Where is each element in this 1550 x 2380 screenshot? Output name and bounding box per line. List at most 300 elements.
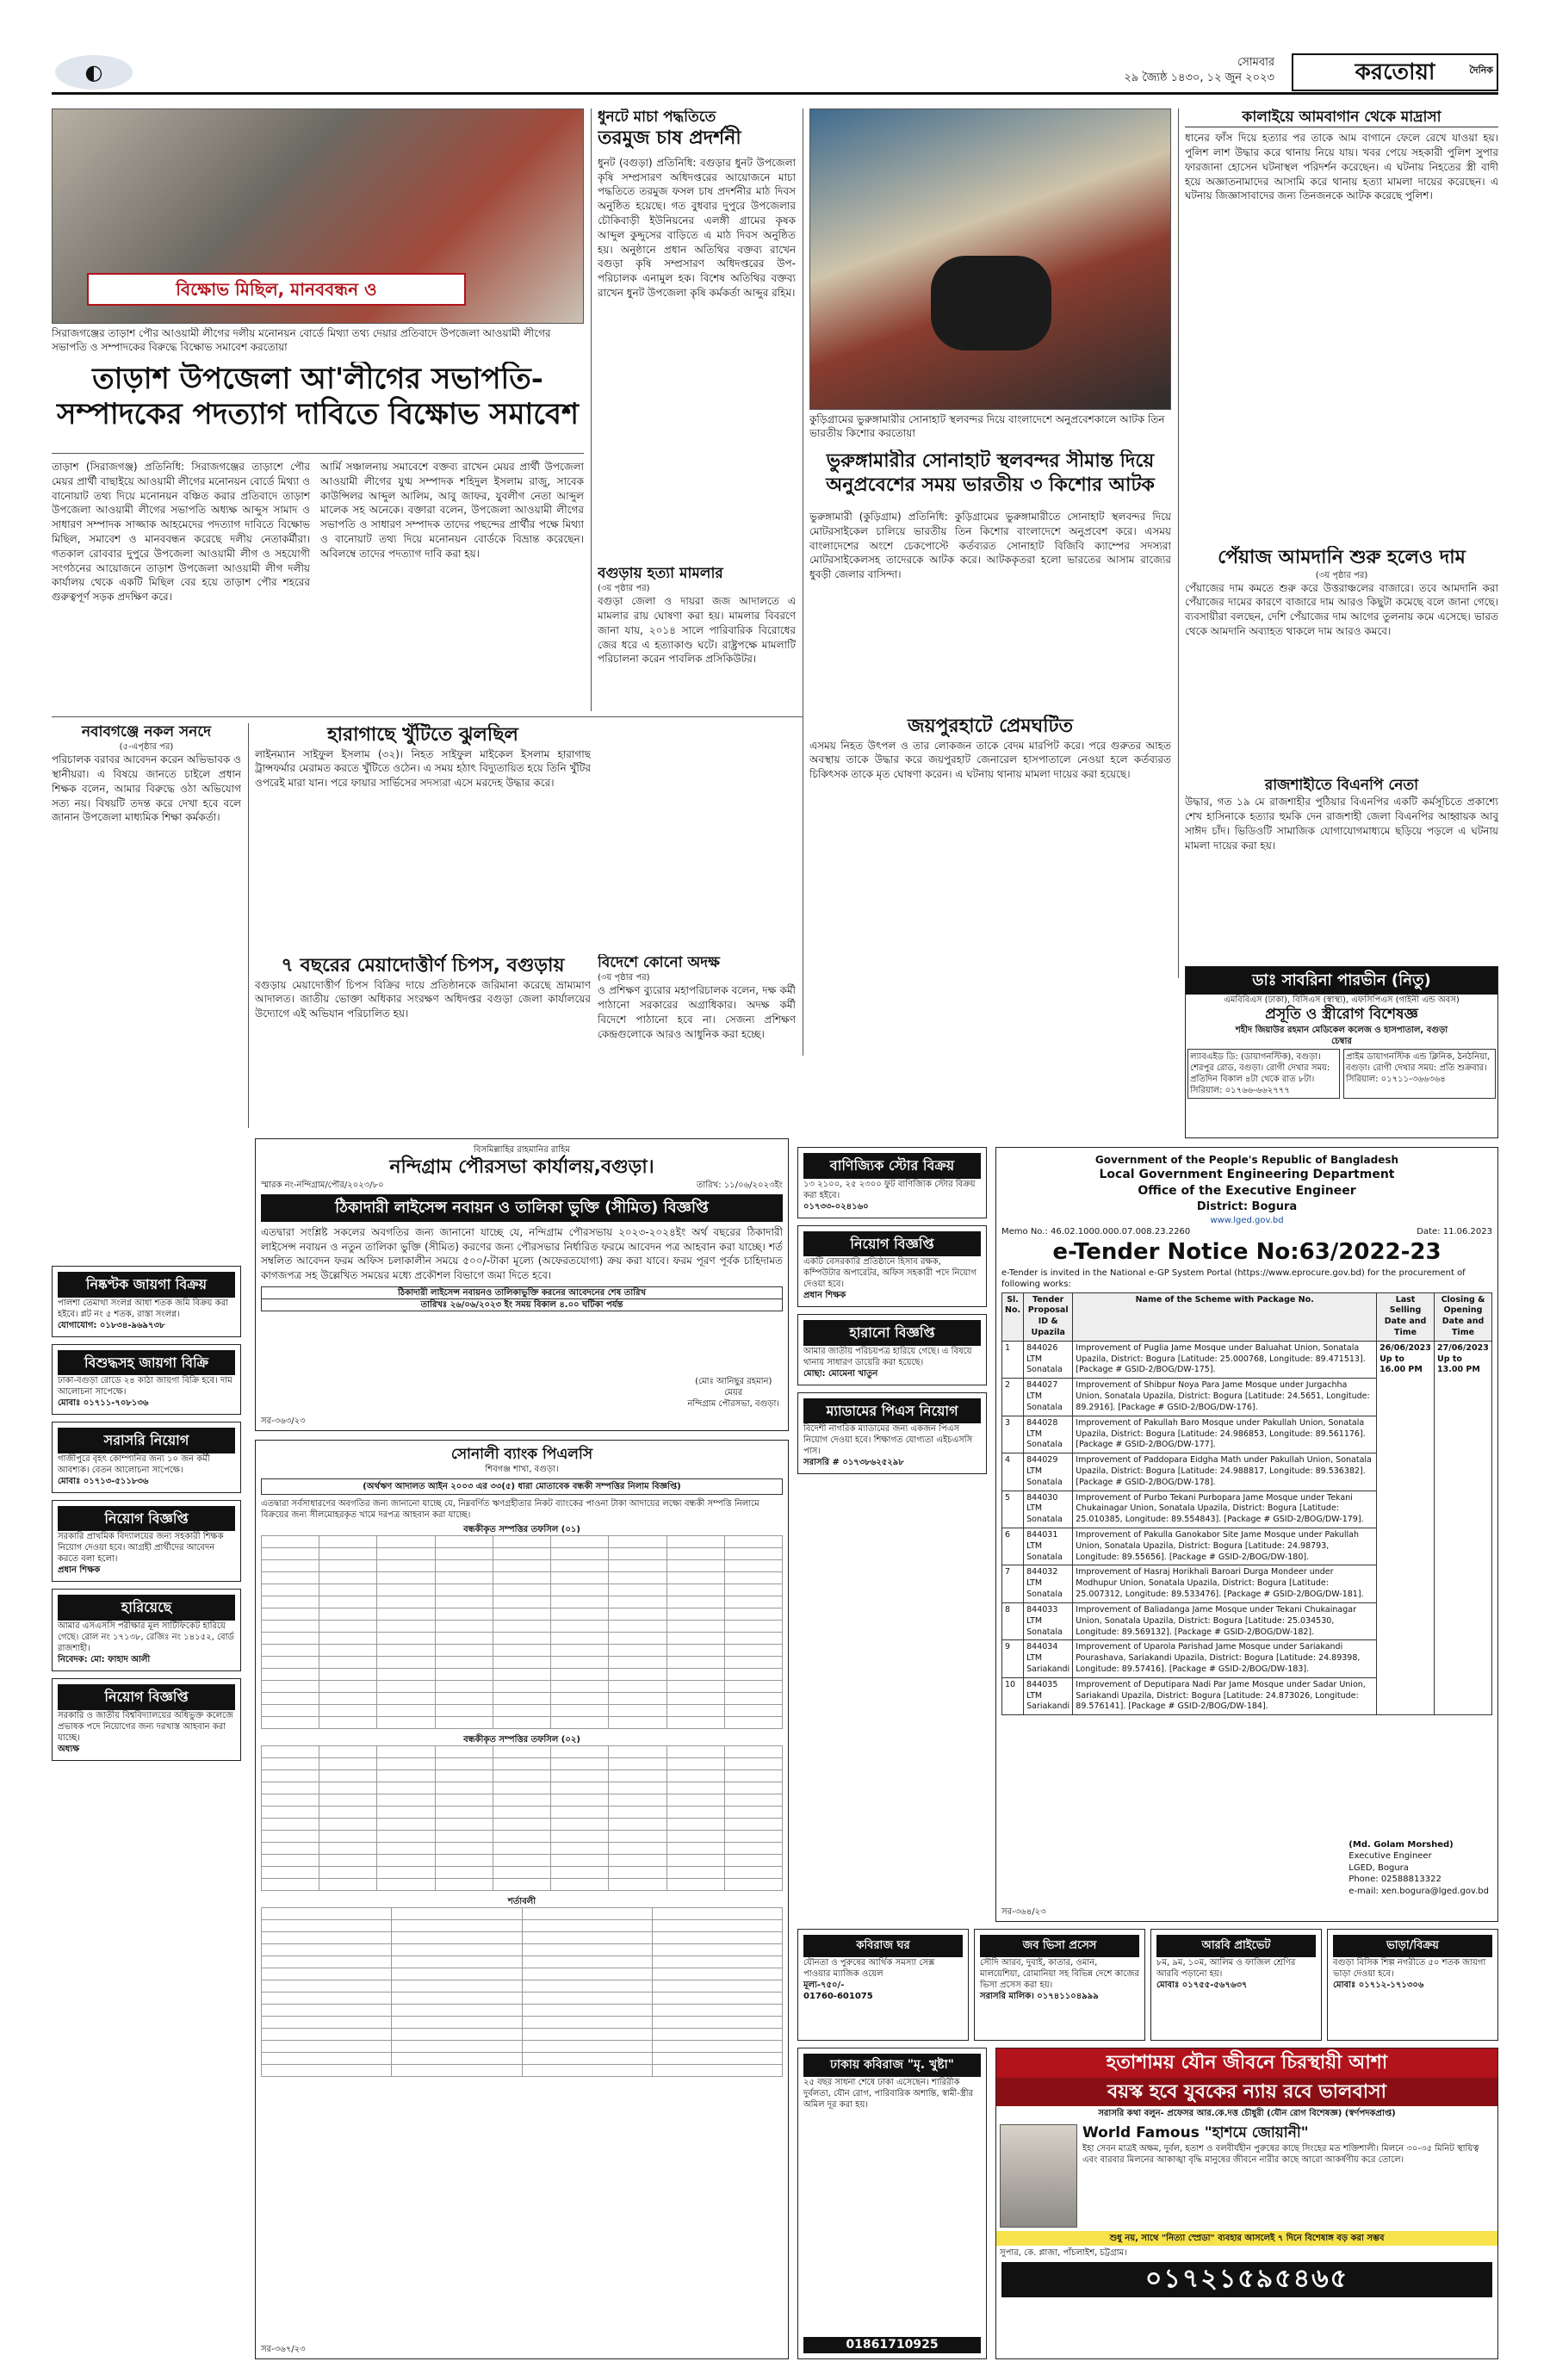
bank-table-cell (377, 1855, 435, 1867)
bank-table-row (262, 1657, 783, 1669)
bank-table-row (262, 1831, 783, 1843)
tender-cell: 844029 LTM Sonatala (1024, 1453, 1073, 1491)
bank-table-cell (666, 1548, 724, 1560)
bank-table-cell (435, 1645, 493, 1657)
bank-table-cell (724, 1548, 782, 1560)
mid-ads-column (797, 1147, 987, 1922)
doctor-name: ডাঃ সাবরিনা পারভীন (নিতু) (1186, 967, 1497, 995)
doctor-degree: এমবিবিএস (ঢাকা), বিসিএস (স্বাস্থ্য), এফসিপিএস (গাইনী এন্ড অবস) (1224, 995, 1460, 1006)
tender-cell: 5 (1002, 1491, 1024, 1528)
bank-table-row (262, 1717, 783, 1729)
bank-table-cell (493, 1536, 550, 1548)
bank-table-row (262, 1770, 783, 1782)
tender-cell: 844032 LTM Sonatala (1024, 1565, 1073, 1602)
bank-table-cell (377, 1645, 435, 1657)
tender-cell: 844028 LTM Sonatala (1024, 1416, 1073, 1453)
bank-table-cell (377, 1782, 435, 1794)
tender-cell: Improvement of Pakulla Ganokabor Site Jame Mosque under Pakullah Union, Sonatala Upazila, District: Bogura [Latitude: 24.98793, Longitude: 89.55656]. [Package # GSID-2/BOG/DW-180]. (1073, 1528, 1377, 1565)
bank-table-cell (551, 1807, 609, 1819)
bank-ref: সর-৩৬৭/২৩ (261, 2345, 306, 2354)
rajshahi-story (1185, 777, 1498, 958)
bank-table-row (262, 1867, 783, 1879)
issue-date: সোমবার ২৯ জ্যৈষ্ঠ ১৪৩০, ১২ জুন ২০২৩ (1124, 56, 1274, 84)
bank-table-cell (609, 1782, 666, 1794)
bank-table-cell (724, 1717, 782, 1729)
tender-cell: Improvement of Puglia Jame Mosque under Baluahat Union, Sonatala Upazila, District: Bogura [Latitude: 25.000768, Longitude: 89.471513]. [Package # GSID-2/BOG/DW-175]. (1073, 1341, 1377, 1378)
pourashava-signature: (মোঃ আনিছুর রহমান) (695, 1377, 772, 1386)
bank-table-cell (377, 1794, 435, 1807)
bank-table-cell (724, 1746, 782, 1758)
bogura-case-sub: (৩য় পৃষ্ঠার পর) (598, 584, 650, 594)
bogura-case-headline: বগুড়ায় হত্যা মামলার (598, 565, 723, 582)
madrasa-body: ধানের ফাঁস দিয়ে হত্যার পর তাকে আম বাগানে ফেলে রেখে যাওয়া হয়। পুলিশ লাশ উদ্ধার করে থানায় নিয়ে যায়। খবর পেয়ে সহকারী পুলিশ সুপার ফারজানা হোসেন ঘটনাস্থল পরিদর্শন করেছেন। এ ঘটনায় নিহতের স্ত্রী বাদী হয়ে অজ্ঞাতনামাদের আসামি করে থানায় হত্যা মামলা দায়ের করেছেন। এ ঘটনায় জিজ্ঞাসাবাদের জন্য তিনজনকে আটক করেছে পুলিশ। (1185, 132, 1498, 202)
bank-table-cell (724, 1770, 782, 1782)
bank-table-cell (435, 1548, 493, 1560)
bank-table-cell (609, 1621, 666, 1633)
bank-table-row (262, 1681, 783, 1693)
tender-cell: Improvement of Paddopara Eidgha Math under Pakullah Union, Sonatala Upazila, District: Bogura [Latitude: 24.988817, Longitude: 89.536382]. [Package # GSID-2/BOG/DW-178]. (1073, 1453, 1377, 1491)
bank-table-cell (435, 1705, 493, 1717)
bank-table-row (262, 1548, 783, 1560)
bank-table-cell (652, 2029, 782, 2041)
pourashava-deadline-label: ঠিকাদারী লাইসেন্স নবায়নও তালিকাভুক্তি করনের আবেদনের শেষ তারিখ (261, 1286, 783, 1299)
bank-table-cell (551, 1705, 609, 1717)
bank-table-row (262, 1584, 783, 1596)
bank-table-cell (319, 1819, 377, 1831)
bidesh-headline: বিদেশে কোনো অদক্ষ (598, 954, 720, 971)
electric-pole-body: লাইনম্যান সাইফুল ইসলাম (৩২)। নিহত সাইফুল মাইকেল ইসলাম হারাগাছ ট্রান্সফর্মার মেরামত করতে খুঁটিতে ওঠেন। এ সময় হঠাৎ বিদ্যুতায়িত হয়ে তিনি খুঁটির ওপরেই মারা যান। পরে ফায়ার সার্ভিসের সদস্যরা এসে মরদেহ উদ্ধার করে। (255, 747, 591, 790)
bank-table-cell (319, 1669, 377, 1681)
bank-table-cell (666, 1572, 724, 1584)
nakol-sonod-sub: (৫-এপৃষ্ঠার পর) (119, 742, 174, 753)
bank-table-cell (609, 1770, 666, 1782)
bank-table-cell (522, 1993, 652, 2005)
small-ad-price: মূল্য-৭৫০/- (803, 1980, 845, 1990)
bank-table-cell (551, 1831, 609, 1843)
bank-table-cell (724, 1621, 782, 1633)
bank-table-cell (262, 1633, 319, 1645)
bank-table-cell (435, 1794, 493, 1807)
chips-headline: ৭ বছরের মেয়াদোত্তীর্ণ চিপস, বগুড়ায় (281, 955, 565, 976)
bank-table-cell (652, 1968, 782, 1980)
pourashava-title: ঠিকাদারী লাইসেন্স নবায়ন ও তালিকা ভুক্তি (সীমিত) বিজ্ঞপ্তি (261, 1194, 783, 1222)
bank-table-cell (319, 1843, 377, 1855)
bank-table-cell (262, 1584, 319, 1596)
bank-table-cell (262, 1980, 392, 1993)
bank-table-cell (493, 1843, 550, 1855)
tender-col-header: Name of the Scheme with Package No. (1073, 1292, 1377, 1341)
bank-table-row (262, 1746, 783, 1758)
bank-table-cell (652, 2053, 782, 2065)
bank-table-cell (435, 1717, 493, 1729)
bank-table-cell (609, 1608, 666, 1621)
bank-table-cell (493, 1855, 550, 1867)
tender-cell: Improvement of Shibpur Noya Para Jame Mosque under Jurgachha Union, Sonatala Upazila, District: Bogura [Latitude: 24.5651, Longitude: 89.2916]. [Package # GSID-2/BOG/DW-176]. (1073, 1379, 1377, 1416)
chips-story (255, 954, 591, 1126)
pourashava-memo: স্মারক নং-নন্দিগ্রাম/পৌর/২০২৩/৮০ (261, 1180, 384, 1190)
bank-table-cell (319, 1681, 377, 1693)
bank-table-cell (319, 1548, 377, 1560)
watermelon-kicker: ধুনটে মাচা পদ্ধতিতে (598, 108, 716, 126)
bank-table-cell (435, 1867, 493, 1879)
bank-table-row (262, 1758, 783, 1770)
small-classified-ad (1150, 1929, 1322, 2041)
bank-table-cell (319, 1867, 377, 1879)
onion-sub: (৩য় পৃষ্ঠার পর) (1315, 570, 1368, 580)
bank-table-cell (609, 1843, 666, 1855)
bank-table-cell (666, 1681, 724, 1693)
tender-intro: e-Tender is invited in the National e-GP System Portal (https://www.eprocure.gov.bd) for the procurement of following works: (1001, 1267, 1466, 1289)
bank-table-cell (262, 1843, 319, 1855)
love-story (809, 715, 1171, 964)
tender-cell: 4 (1002, 1453, 1024, 1491)
nakol-sonod-body: পরিচালক বরাবর আবেদন করেন অভিভাবক ও স্থানীয়রা। এ বিষয়ে জানতে চাইলে প্রধান শিক্ষক বলেন, আমার বিরুদ্ধে ওঠা অভিযোগ সত্য নয়। বিষয়টি তদন্ত করে দেখা হবে বলে জানান উপজেলা মাধ্যমিক শিক্ষা কর্মকর্তা। (52, 753, 241, 824)
bank-table-cell (319, 1633, 377, 1645)
classified-ad-body: আমার এসএসসি পরীক্ষার মূল সার্টিফিকেট হারিয়ে গেছে। রোল নং ১৭১৩৮, রেজিঃ নং ১৪১৫২, বোর্ড রাজশাহী। (58, 1621, 234, 1653)
tender-cell: 844027 LTM Sonatala (1024, 1379, 1073, 1416)
bank-table-cell (319, 1596, 377, 1608)
bank-table-cell (652, 1908, 782, 1920)
bank-table-cell (262, 1645, 319, 1657)
bank-table-cell (652, 1956, 782, 1968)
bank-table-cell (493, 1693, 550, 1705)
bank-table-cell (377, 1572, 435, 1584)
bank-table-cell (392, 1944, 522, 1956)
bank-table-cell (493, 1867, 550, 1879)
bank-table-cell (377, 1596, 435, 1608)
bank-table-cell (319, 1621, 377, 1633)
small-classified-ad (797, 1929, 969, 2041)
bank-table-cell (724, 1758, 782, 1770)
smuggling-photo (809, 108, 1171, 410)
bank-table-cell (262, 1968, 392, 1980)
bank-table-cell (522, 1956, 652, 1968)
bank-table-cell (724, 1879, 782, 1891)
classified-ad-title: নিয়োগ বিজ্ঞপ্তি (58, 1506, 235, 1532)
bank-table-row (262, 1855, 783, 1867)
small-classified-ad (974, 1929, 1145, 2041)
bank-table-cell (262, 1831, 319, 1843)
bank-table-cell (319, 1584, 377, 1596)
bank-table-cell (435, 1560, 493, 1572)
bank-table-cell (435, 1572, 493, 1584)
classified-ad-contact: যোগাযোগ: ০১৮৩৪-৯৬৯৭৩৮ (58, 1320, 165, 1330)
bank-table-cell (551, 1584, 609, 1596)
bank-table-title: বন্ধকীকৃত সম্পত্তির তফসিল (০১) (463, 1525, 580, 1535)
tender-cell: 844030 LTM Sonatala (1024, 1491, 1073, 1528)
bank-table-row (262, 1782, 783, 1794)
bank-table-cell (319, 1693, 377, 1705)
bank-table-cell (652, 1980, 782, 1993)
bank-table-cell (551, 1669, 609, 1681)
bank-table-cell (493, 1831, 550, 1843)
dhaka-ad-body: ২৫ বছর সাধনা শেষে ঢাকা এসেছেন। শারিরীক দুর্বলতা, যৌন রোগ, পারিবারিক অশান্তি, স্বামী-স্ত্রীর অমিল দূর করা হয়। (803, 2077, 974, 2110)
bank-table-row (262, 1908, 783, 1920)
classified-ad (52, 1422, 241, 1493)
watermelon-headline: তরমুজ চাষ প্রদর্শনী (598, 127, 741, 150)
bank-table-cell (262, 2029, 392, 2041)
tender-cell: Improvement of Pakullah Baro Mosque under Pakullah Union, Sonatala Upazila, District: Bogura [Latitude: 24.986853, Longitude: 89.561176]. [Package # GSID-2/BOG/DW-177]. (1073, 1416, 1377, 1453)
bank-table-cell (319, 1645, 377, 1657)
bank-table-cell (392, 1968, 522, 1980)
bank-name: সোনালী ব্যাংক পিএলসি (450, 1446, 593, 1463)
tender-district: District: Bogura (1196, 1199, 1298, 1213)
bank-table-cell (435, 1758, 493, 1770)
bank-table-cell (392, 1956, 522, 1968)
doctor-hospital: শহীদ জিয়াউর রহমান মেডিকেল কলেজ ও হাসপাতাল, বগুড়া (1235, 1025, 1448, 1035)
bank-table-cell (522, 1980, 652, 1993)
bank-table-cell (666, 1770, 724, 1782)
bank-table-cell (724, 1572, 782, 1584)
bank-table-cell (551, 1879, 609, 1891)
bank-table-cell (666, 1867, 724, 1879)
bank-table-cell (551, 1633, 609, 1645)
bank-table-cell (724, 1645, 782, 1657)
bank-table-cell (262, 1693, 319, 1705)
tender-cell: 9 (1002, 1640, 1024, 1677)
watermelon-story (598, 108, 796, 556)
bank-table-cell (609, 1867, 666, 1879)
classified-ad-contact: মোবাঃ ০১৭১৩-৫১১৮৩৬ (58, 1476, 149, 1486)
bank-table-cell (551, 1746, 609, 1758)
bank-table-cell (666, 1819, 724, 1831)
bank-table-cell (319, 1770, 377, 1782)
bank-table-cell (319, 1831, 377, 1843)
bank-table-cell (319, 1657, 377, 1669)
small-ad-contact: মোবাঃ ০১৭৫৫-৫৬৭৬৩৭ (1156, 1980, 1248, 1990)
bank-table-cell (666, 1807, 724, 1819)
bank-table-row (262, 1621, 783, 1633)
bank-table-cell (262, 1608, 319, 1621)
classified-ad (797, 1314, 987, 1385)
lead-story-body-right: আর্মি সঞ্চালনায় সমাবেশে বক্তব্য রাখেন মেয়র প্রার্থী উপজেলা আওয়ামী লীগের যুগ্ম সম্পাদক শহিদুল ইসলাম রাজু, সাবেক কাউন্সিলর আব্দুল আলিম, আবু জাফর, যুবলীগ নেতা আব্দুল মালেক সহ অনেকে। বক্তারা বলেন, উপজেলা আওয়ামী লীগের সভাপতি ও সাধারণ সম্পাদক তাদের পছন্দের প্রার্থীর পক্ষে মিথ্যা ও বানোয়াট তথ্য দিয়ে মনোনয়ন বোর্ডকে বিভ্রান্ত করেছেন। অবিলম্বে তাদের পদত্যাগ দাবি করা হয়। (320, 461, 584, 560)
bank-table-cell (609, 1879, 666, 1891)
health-ad-phone: ০১৭২১৫৯৫৪৬৫ (1001, 2262, 1492, 2297)
bank-table-cell (319, 1782, 377, 1794)
small-ad-title: আরবি প্রাইভেট (1156, 1935, 1316, 1957)
bank-table-cell (724, 1584, 782, 1596)
bank-table-cell (724, 1867, 782, 1879)
bank-table-row (262, 2005, 783, 2017)
bank-table-cell (609, 1746, 666, 1758)
bank-table-cell (319, 1560, 377, 1572)
bank-table-cell (377, 1843, 435, 1855)
bank-table-cell (377, 1819, 435, 1831)
bank-table-row (262, 2029, 783, 2041)
bank-table-cell (435, 1879, 493, 1891)
bank-table-cell (724, 1560, 782, 1572)
bank-table-cell (522, 2005, 652, 2017)
bank-table-cell (493, 1560, 550, 1572)
bank-table-cell (262, 1879, 319, 1891)
pourashava-deadline: তারিখঃ ২৬/০৬/২০২৩ ইং সময় বিকাল ৪.০০ ঘটিকা পর্যন্ত (261, 1299, 783, 1311)
bank-table-cell (609, 1657, 666, 1669)
doctor-portrait (1000, 2124, 1077, 2228)
bank-table-cell (652, 1920, 782, 1932)
bank-table-cell (435, 1807, 493, 1819)
nakol-sonod-headline: নবাবগঞ্জে নকল সনদে (81, 723, 212, 741)
bank-table-row (262, 1560, 783, 1572)
newspaper-daily-label: দৈনিক (1469, 65, 1493, 76)
bank-table-cell (666, 1879, 724, 1891)
bank-table-row (262, 1669, 783, 1681)
bank-table-cell (493, 1657, 550, 1669)
bank-table-cell (392, 2053, 522, 2065)
bank-table-cell (435, 1596, 493, 1608)
bank-table-cell (493, 1746, 550, 1758)
bank-table-cell (377, 1584, 435, 1596)
bank-table-cell (522, 2041, 652, 2053)
bank-table-cell (435, 1782, 493, 1794)
bank-table-row (262, 1980, 783, 1993)
lead-story-body-left: তাড়াশ (সিরাজগঞ্জ) প্রতিনিধি: সিরাজগঞ্জের তাড়াশে পৌর মেয়র প্রার্থী বাছাইয়ে আওয়ামী লীগের মনোনয়ন বোর্ডে মিথ্যা ও বানোয়াট তথ্য দিয়ে মনোনয়ন বঞ্চিত করার প্রতিবাদে তাড়াশ উপজেলা আওয়ামী লীগের সভাপতি অধ্যক্ষ আব্দুস সামাদ ও সাধারণ সম্পাদক সাজ্জাক আহমেদের পদত্যাগ দাবিতে বিক্ষোভ মিছিল, সমাবেশ ও মানববন্ধন করেছে দলীয় নেতাকর্মীরা। গতকাল রোববার দুপুরে উপজেলা আওয়ামী লীগ ও সহযোগী সংগঠনের আয়োজনে তাড়াশ উপজেলা আওয়ামী লীগ দলীয় কার্যালয় থেকে একটি মিছিল বের হয়ে তাড়াশ পৌর শহরের গুরুত্বপূর্ণ সড়ক প্রদক্ষিণ করে। (52, 461, 310, 604)
classified-ad-body: বিদেশী নাগরিক ম্যাডামের জন্য একজন পিএস নিয়োগ দেওয়া হবে। শিক্ষাগত যোগ্যতা এইচএসসি পাস। (803, 1424, 973, 1457)
bank-table-cell (262, 2065, 392, 2077)
classified-ad-contact: মোবাঃ ০১৭১১-৭০৮১৩৬ (58, 1398, 149, 1409)
bank-table-cell (377, 1807, 435, 1819)
bank-table-cell (493, 1645, 550, 1657)
bank-table-cell (522, 1932, 652, 1944)
classified-ad (52, 1500, 241, 1583)
bank-table-cell (262, 1657, 319, 1669)
bank-table-cell (609, 1536, 666, 1548)
bank-table-cell (609, 1794, 666, 1807)
tender-office: Office of the Executive Engineer (1138, 1184, 1356, 1199)
bank-table-cell (493, 1572, 550, 1584)
bank-auction-ad (255, 1440, 789, 2359)
bank-table-cell (493, 1717, 550, 1729)
rajshahi-body: উদ্ধার, গত ১৯ মে রাজশাহীর পুঠিয়ার বিএনপির একটি কর্মসূচিতে প্রকাশ্যে শেখ হাসিনাকে হত্যার হুমকি দেন রাজশাহী জেলা বিএনপির আহ্বায়ক আবু সাঈদ চাঁদ। ভিডিওটি সামাজিক যোগাযোগমাধ্যমে ছড়িয়ে পড়লে এ ঘটনায় মামলা দায়ের করা হয়। (1185, 796, 1498, 852)
bank-table-cell (377, 1867, 435, 1879)
bank-table-cell (666, 1657, 724, 1669)
tender-table (1001, 1292, 1492, 1716)
bidesh-sub: (৩য় পৃষ্ঠার পর) (598, 973, 650, 983)
bank-table-cell (724, 1633, 782, 1645)
tender-selling-date: 26/06/2023 Up to 16.00 PM (1377, 1341, 1435, 1714)
bank-table-cell (609, 1669, 666, 1681)
bank-table-cell (377, 1621, 435, 1633)
classified-ad-title: নিয়োগ বিজ্ঞপ্তি (58, 1684, 235, 1710)
classified-ad (797, 1147, 987, 1218)
bank-table-cell (666, 1794, 724, 1807)
bank-table-cell (666, 1608, 724, 1621)
bank-table-cell (493, 1807, 550, 1819)
bank-table-cell (609, 1596, 666, 1608)
smuggling-body: ভুরুঙ্গামারী (কুড়িগ্রাম) প্রতিনিধি: কুড়িগ্রামের ভুরুঙ্গামারীতে সোনাহাট স্থলবন্দর দিয়ে মোটরসাইকেল চালিয়ে ভারতীয় তিন কিশোর বাংলাদেশে অনুপ্রবেশ করে। এসময় বাংলাদেশের অংশে চেকপোস্টে কর্তব্যরত সোনাহাট বিজিবি ক্যাম্পের সদস্যরা মোটরসাইকেলসহ তাদেরকে আটক করে। আটককৃতরা হলো ভারতের আসাম রাজ্যের ধুবড়ী জেলার বাসিন্দা। (809, 511, 1171, 581)
bank-table-cell (392, 1908, 522, 1920)
bank-table-cell (493, 1705, 550, 1717)
bank-table-cell (392, 2041, 522, 2053)
bogura-case-story (598, 565, 796, 772)
bank-table-cell (666, 1596, 724, 1608)
bank-table-cell (392, 1932, 522, 1944)
bank-table-cell (262, 1621, 319, 1633)
bank-table-cell (262, 1548, 319, 1560)
health-ad-subtitle: বয়স্ক হবে যুবকের ন্যায় রবে ভালবাসা (996, 2078, 1497, 2107)
classified-ad-title: নিয়োগ বিজ্ঞপ্তি (803, 1231, 981, 1257)
bank-table-cell (609, 1758, 666, 1770)
bank-table-cell (435, 1746, 493, 1758)
bank-table-cell (522, 1968, 652, 1980)
bank-table-cell (435, 1819, 493, 1831)
bank-table-cell (609, 1548, 666, 1560)
tender-cell: 10 (1002, 1677, 1024, 1714)
dhaka-ad-title: ঢাকায় কবিরাজ "মৃ. খুষ্টা" (803, 2054, 981, 2077)
bank-property-table (261, 1535, 783, 1729)
lead-photo-banner: বিক্ষোভ মিছিল, মানববন্ধন ও (87, 273, 466, 306)
bank-table-cell (522, 2065, 652, 2077)
bank-table-cell (262, 1819, 319, 1831)
pourashava-ref: সর-৩৬৩/২৩ (261, 1416, 306, 1426)
bank-table-cell (724, 1536, 782, 1548)
bank-table-cell (319, 1855, 377, 1867)
bank-table-cell (262, 1536, 319, 1548)
bank-table-cell (551, 1596, 609, 1608)
bank-table-cell (262, 1758, 319, 1770)
lead-story-photo (52, 108, 584, 324)
bank-table-cell (551, 1855, 609, 1867)
bank-conditions-table (261, 1907, 783, 2077)
bank-table-cell (435, 1633, 493, 1645)
small-ad-body: যৌনতা ও পুরুষের আর্থিক সমস্যা সেক্স পাওয়ার ম্যাজিক ওয়েল (803, 1957, 935, 1979)
bank-table-cell (551, 1621, 609, 1633)
bank-table-cell (262, 1560, 319, 1572)
bank-table-row (262, 2017, 783, 2029)
lead-photo-caption: সিরাজগঞ্জের তাড়াশ পৌর আওয়ামী লীগের দলীয় মনোনয়ন বোর্ডে মিথ্যা তথ্য দেয়ার প্রতিবাদে উপজেলা আওয়ামী লীগের সভাপতি ও সম্পাদকের বিরুদ্ধে বিক্ষোভ সমাবেশ করতোয়া (52, 327, 551, 353)
bank-table-row (262, 1807, 783, 1819)
newspaper-title-text: করতোয়া (1355, 59, 1435, 85)
bank-branch: শিবগঞ্জ শাখা, বগুড়া। (485, 1465, 559, 1475)
bank-table-row (262, 1879, 783, 1891)
classified-ad-title: বাণিজ্যিক স্টোর বিক্রয় (803, 1153, 981, 1179)
pourashava-body: এতদ্বারা সংশ্লিষ্ট সকলের অবগতির জন্য জানানো যাচ্ছে যে, নন্দিগ্রাম পৌরসভায় ২০২৩-২০২৪ইং অর্থ বছরের ঠিকাদারী লাইসেন্স নবায়ন ও নতুন তালিকা ভুক্তি (সীমিত) করণের জন্য পৌরসভার নির্ধারিত ফরমে আবেদন পত্র আহবান করা যাচ্ছে। শর্ত সম্বলিত আবেদন ফরম অফিস চলাকালীন সময়ে ৫০০/-টাকা মূল্যে (অফেরতযোগ্য) ক্রয় করা যাবে। ফরম পূরণ পূর্বক চাহিদামত কাগজপত্র সহ উল্লেখিত সময়ের মধ্যে প্রকৌশল বিভাগে জমা দিতে হবে। (261, 1225, 783, 1282)
bank-table-cell (666, 1843, 724, 1855)
bank-table-cell (493, 1782, 550, 1794)
onion-body: পেঁয়াজের দাম কমতে শুরু করে উত্তরাঞ্চলের বাজারে। তবে আমদানি করা পেঁয়াজের দামের কারণে বাজারে দাম আরও কিছুটা কমেছে বলে জানা গেছে। ব্যবসায়ীরা বলছেন, দেশি পেঁয়াজের দাম আগের তুলনায় কমে এসেছে। ভারত থেকে আমদানি অব্যাহত থাকলে দাম আরও কমবে। (1185, 581, 1498, 637)
small-ad-contact: সরাসরি মালিক। ০১৭৪১১০৪৯৯৯ (980, 1991, 1099, 2001)
bank-table-row (262, 2053, 783, 2065)
bank-table-cell (666, 1758, 724, 1770)
bank-table-cell (435, 1855, 493, 1867)
bank-table-cell (392, 1993, 522, 2005)
bank-table-cell (666, 1693, 724, 1705)
bank-table-cell (319, 1608, 377, 1621)
tender-cell: 2 (1002, 1379, 1024, 1416)
classified-ad-contact: ০১৭৩৩-০২৪১৬০ (803, 1201, 869, 1212)
tender-cell: 1 (1002, 1341, 1024, 1378)
bank-table-cell (435, 1770, 493, 1782)
classified-ad-body: ঢাকা-বগুড়া রোডে ২৪ কাঠা জায়গা বিক্রি হবে। দাম আলোচনা সাপেক্ষে। (58, 1376, 232, 1398)
bank-table-cell (551, 1717, 609, 1729)
small-ad-contact: মোবাঃ ০১৭১২-১৭১৩০৬ (1333, 1980, 1424, 1990)
health-ad-doctor: সরাসরি কথা বলুন- প্রফেসর আর.কে.দত্ত চৌধুরী (যৌন রোগ বিশেষজ্ঞ) (স্বর্ণপদকপ্রাপ্ত) (1098, 2109, 1396, 2119)
bank-table-cell (262, 1993, 392, 2005)
bank-table-cell (551, 1758, 609, 1770)
smuggling-headline: ভুরুঙ্গামারীর সোনাহাট স্থলবন্দর সীমান্ত দিয়ে অনুপ্রবেশের সময় ভারতীয় ৩ কিশোর আটক (826, 450, 1155, 496)
classified-ad (52, 1589, 241, 1671)
bank-table-cell (392, 2005, 522, 2017)
bank-table-cell (551, 1867, 609, 1879)
bank-table-cell (435, 1843, 493, 1855)
bank-table-cell (522, 2029, 652, 2041)
bank-table-cell (262, 1669, 319, 1681)
bank-table-cell (551, 1794, 609, 1807)
rajshahi-headline: রাজশাহীতে বিএনপি নেতা (1264, 777, 1419, 794)
bank-table-cell (377, 1758, 435, 1770)
bank-table-cell (262, 1932, 392, 1944)
tender-dept: Local Government Engineering Department (1099, 1168, 1395, 1182)
tender-cell: 8 (1002, 1602, 1024, 1639)
